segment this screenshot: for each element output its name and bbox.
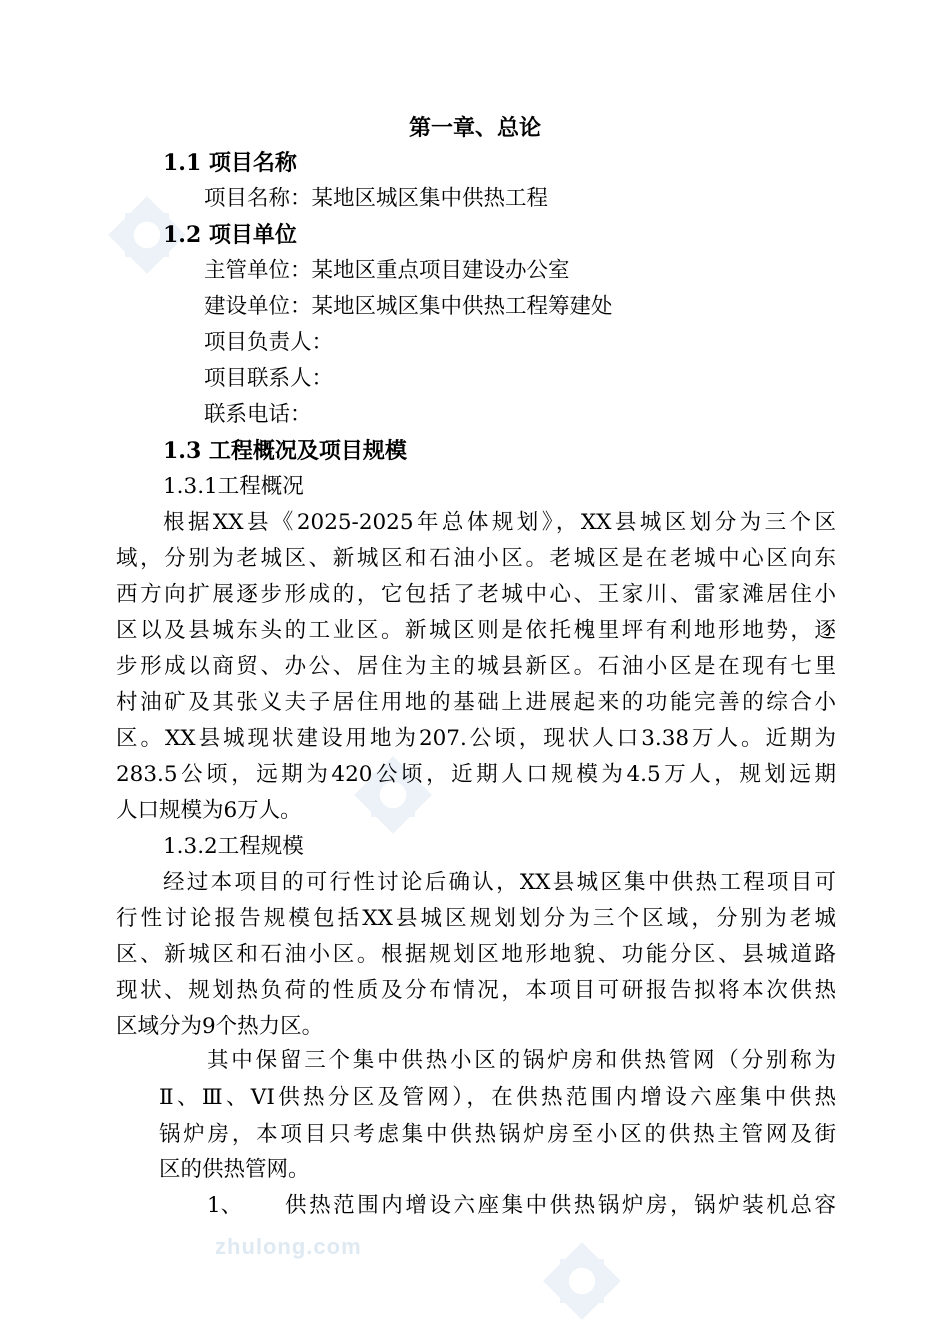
list-item-number: 1、 bbox=[207, 1193, 243, 1218]
paragraph-line: 步形成以商贸、办公、居住为主的城县新区。石油小区是在现有七里 bbox=[116, 654, 836, 679]
paragraph-line: 区。XX县城现状建设用地为207.公顷，现状人口3.38万人。近期为 bbox=[116, 726, 836, 751]
paragraph-line: 人口规模为6万人。 bbox=[116, 798, 302, 823]
paragraph-line: 283.5公顷，远期为420公顷，近期人口规模为4.5万人，规划远期 bbox=[116, 762, 836, 787]
project-leader-line: 项目负责人： bbox=[204, 330, 334, 355]
watermark-logo-icon bbox=[527, 1226, 637, 1336]
construction-unit-line: 建设单位：某地区城区集中供热工程筹建处 bbox=[204, 294, 613, 319]
chapter-title: 第一章、总论 bbox=[408, 115, 541, 141]
paragraph-line: 经过本项目的可行性讨论后确认，XX县城区集中供热工程项目可 bbox=[163, 870, 836, 895]
list-item-text: 供热范围内增设六座集中供热锅炉房，锅炉装机总容 bbox=[285, 1193, 836, 1218]
subsection-heading-1-3-2: 1.3.2工程规模 bbox=[163, 834, 304, 859]
paragraph-line: 区的供热管网。 bbox=[159, 1157, 310, 1182]
project-name-line: 项目名称：某地区城区集中供热工程 bbox=[204, 186, 549, 211]
paragraph-line: 域，分别为老城区、新城区和石油小区。老城区是在老城中心区向东 bbox=[116, 546, 836, 571]
contact-phone-line: 联系电话： bbox=[204, 402, 312, 427]
paragraph-line: 行性讨论报告规模包括XX县城区规划划分为三个区域，分别为老城 bbox=[116, 906, 836, 931]
paragraph-line: 西方向扩展逐步形成的，它包括了老城中心、王家川、雷家滩居住小 bbox=[116, 582, 836, 607]
supervisor-unit-line: 主管单位：某地区重点项目建设办公室 bbox=[204, 258, 570, 283]
project-contact-line: 项目联系人： bbox=[204, 366, 334, 391]
paragraph-line: Ⅱ、Ⅲ、VI供热分区及管网），在供热范围内增设六座集中供热 bbox=[159, 1085, 836, 1110]
paragraph-line: 区域分为9个热力区。 bbox=[116, 1014, 324, 1039]
paragraph-line: 根据XX县《2025-2025年总体规划》，XX县城区划分为三个区 bbox=[163, 510, 836, 535]
paragraph-line: 区以及县城东头的工业区。新城区则是依托槐里坪有利地形地势，逐 bbox=[116, 618, 836, 643]
subsection-heading-1-3-1: 1.3.1工程概况 bbox=[163, 474, 304, 499]
section-heading-1-3: 1.3 工程概况及项目规模 bbox=[163, 438, 407, 464]
paragraph-line: 其中保留三个集中供热小区的锅炉房和供热管网（分别称为 bbox=[207, 1048, 836, 1073]
paragraph-line: 现状、规划热负荷的性质及分布情况，本项目可研报告拟将本次供热 bbox=[116, 978, 836, 1003]
section-heading-1-1: 1.1 项目名称 bbox=[163, 150, 297, 176]
paragraph-line: 锅炉房，本项目只考虑集中供热锅炉房至小区的供热主管网及街 bbox=[159, 1122, 836, 1147]
paragraph-line: 村油矿及其张义夫子居住用地的基础上进展起来的功能完善的综合小 bbox=[116, 690, 836, 715]
section-heading-1-2: 1.2 项目单位 bbox=[163, 222, 297, 248]
paragraph-line: 区、新城区和石油小区。根据规划区地形地貌、功能分区、县城道路 bbox=[116, 942, 836, 967]
watermark-text: zhulong.com bbox=[215, 1234, 362, 1259]
